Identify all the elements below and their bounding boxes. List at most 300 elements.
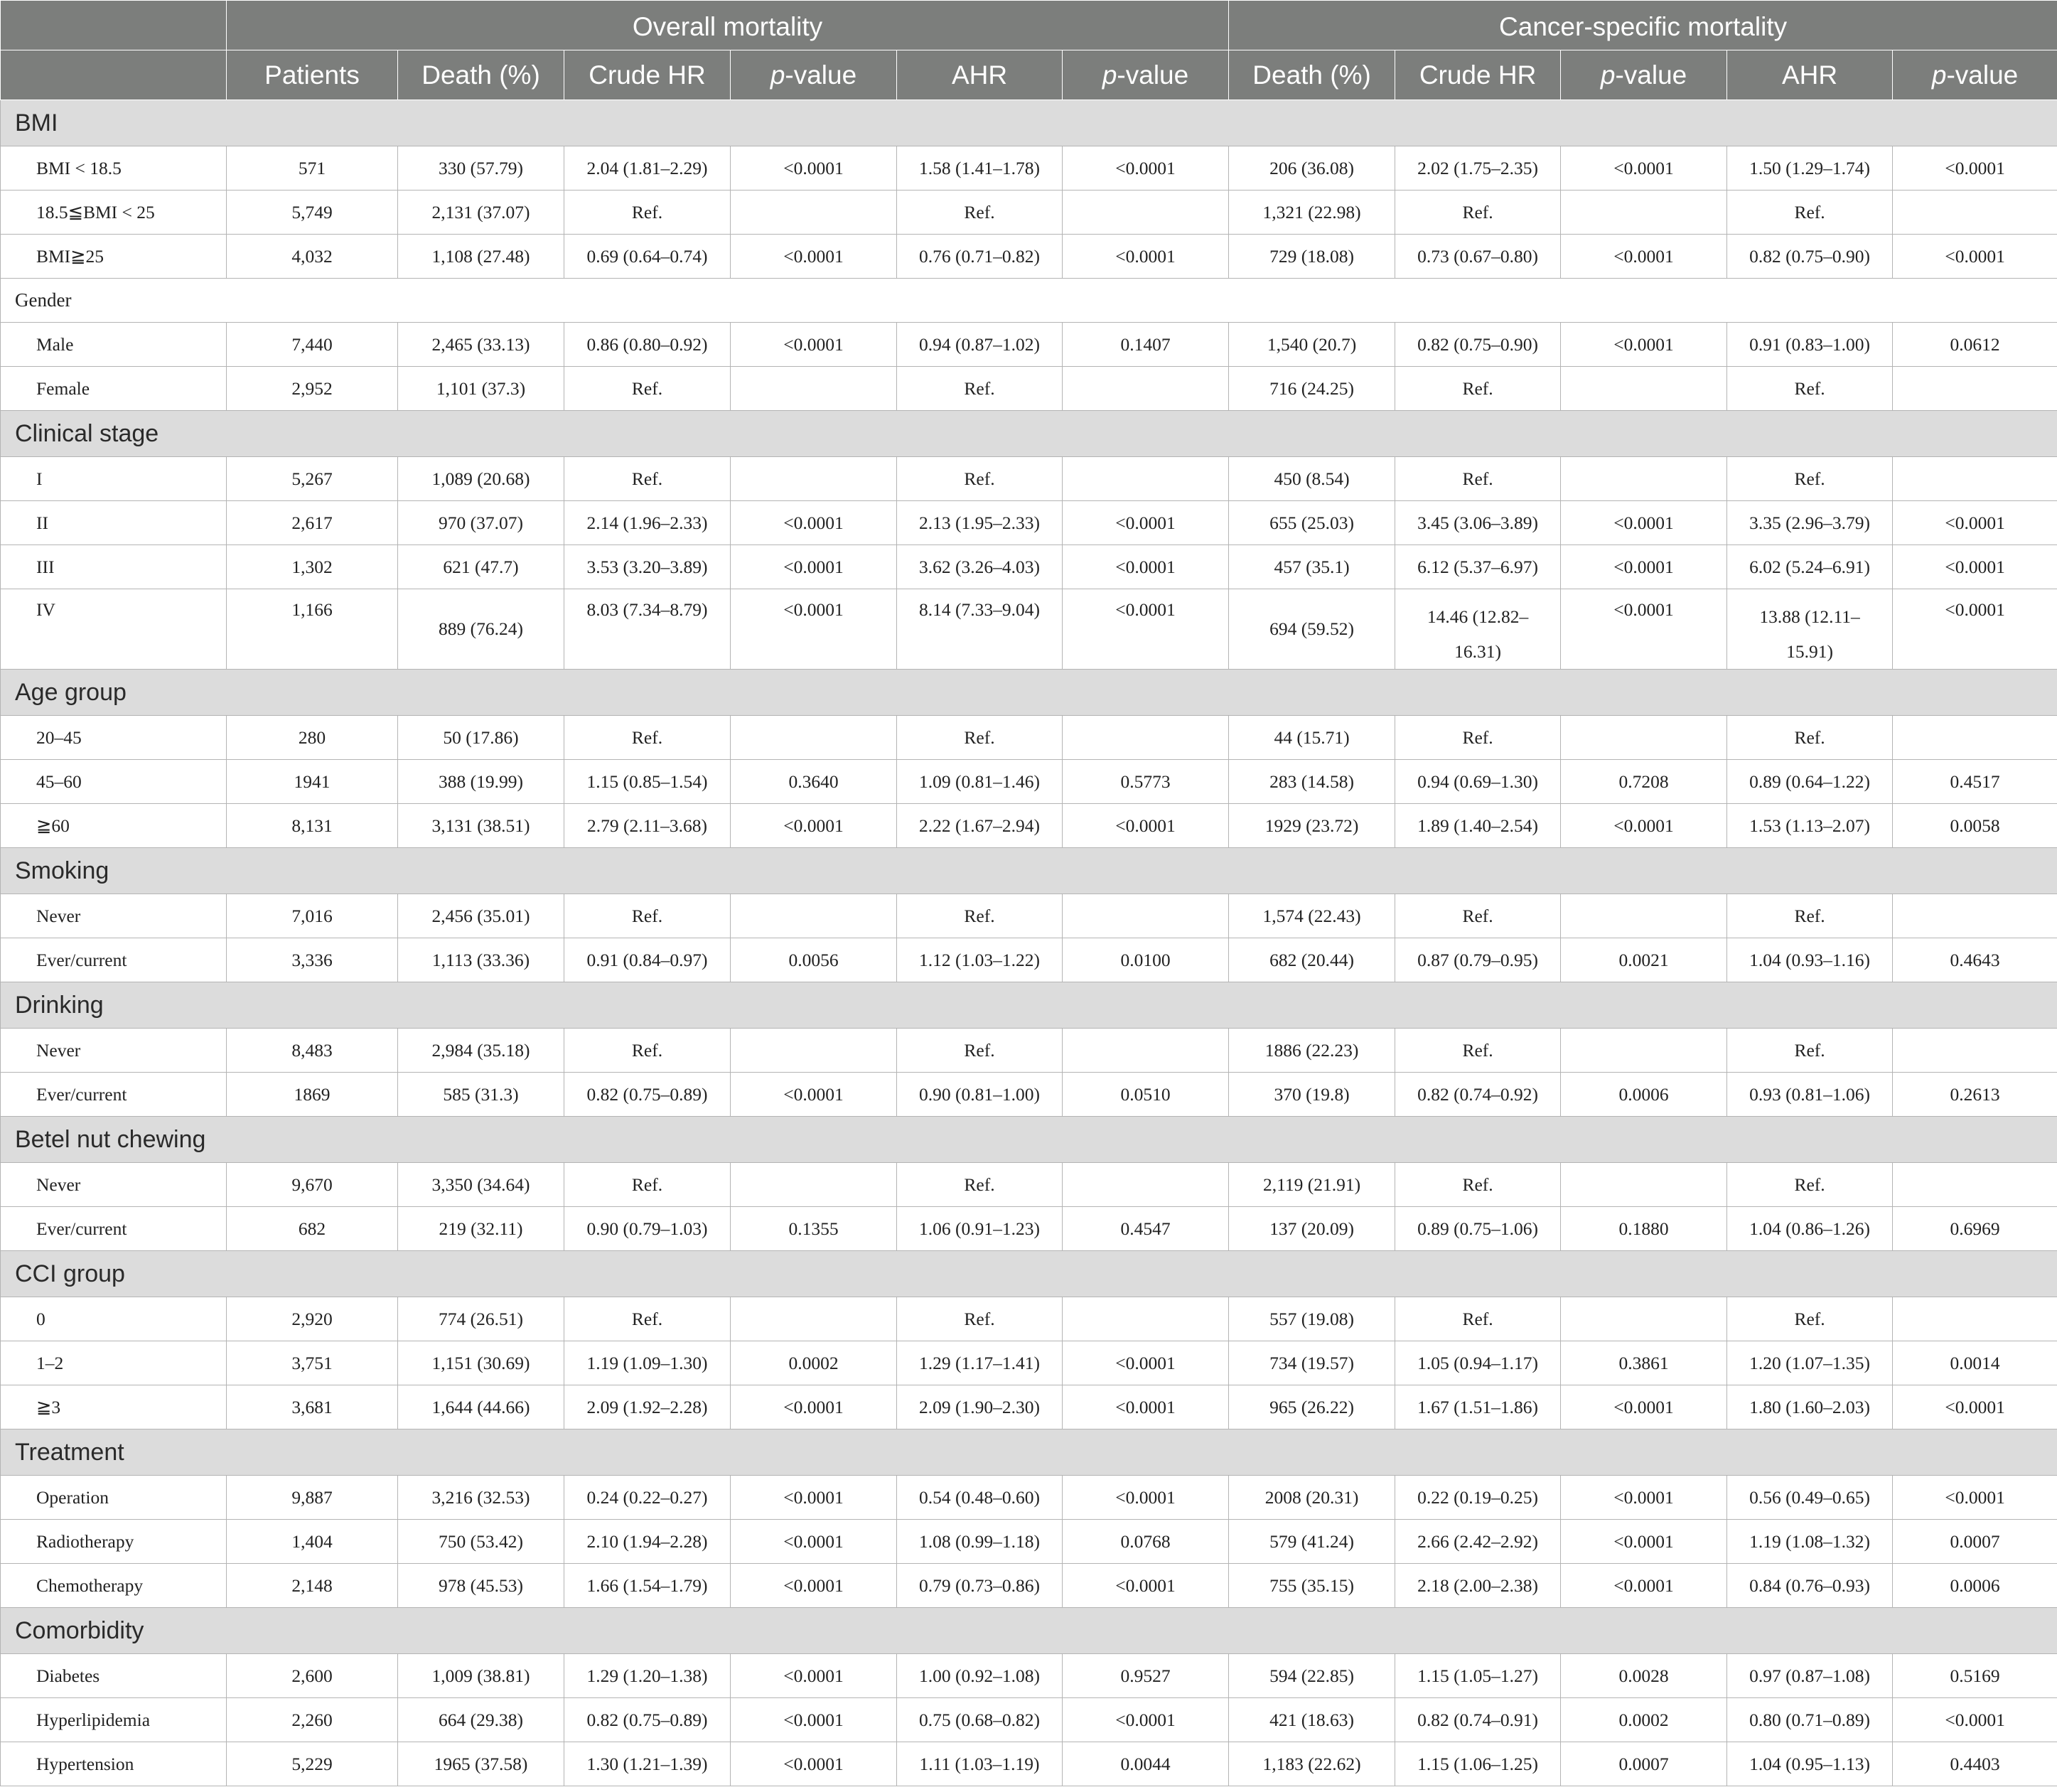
table-cell: <0.0001 xyxy=(1063,804,1229,848)
table-cell: 0.0006 xyxy=(1893,1564,2057,1608)
table-cell: 2,465 (33.13) xyxy=(398,323,564,367)
table-cell: 5,267 xyxy=(227,457,398,501)
table-cell: 7,440 xyxy=(227,323,398,367)
table-cell: 0.82 (0.75–0.89) xyxy=(564,1073,731,1117)
table-cell: <0.0001 xyxy=(1561,1520,1727,1564)
table-cell: 3.45 (3.06–3.89) xyxy=(1395,501,1561,545)
table-cell: 1,089 (20.68) xyxy=(398,457,564,501)
column-header: Patients xyxy=(227,50,398,100)
table-cell: 0.94 (0.69–1.30) xyxy=(1395,760,1561,804)
table-cell: <0.0001 xyxy=(1063,1476,1229,1520)
table-cell: Ref. xyxy=(564,191,731,235)
table-cell: <0.0001 xyxy=(1561,804,1727,848)
row-label: II xyxy=(1,501,227,545)
row-label: Diabetes xyxy=(1,1654,227,1698)
table-cell: 3,336 xyxy=(227,938,398,982)
table-cell: 8,131 xyxy=(227,804,398,848)
table-cell: Ref. xyxy=(1395,1163,1561,1207)
row-label: III xyxy=(1,545,227,589)
table-cell xyxy=(731,1297,897,1341)
table-cell: 2008 (20.31) xyxy=(1229,1476,1395,1520)
table-cell xyxy=(731,457,897,501)
table-cell: Ref. xyxy=(564,716,731,760)
table-row xyxy=(1,894,2057,938)
table-cell: 2,131 (37.07) xyxy=(398,191,564,235)
table-cell: 1,113 (33.36) xyxy=(398,938,564,982)
table-cell: 0.82 (0.74–0.91) xyxy=(1395,1698,1561,1742)
table-cell: 7,016 xyxy=(227,894,398,938)
table-cell: 2,119 (21.91) xyxy=(1229,1163,1395,1207)
column-header-p-value xyxy=(1893,50,2057,100)
table-cell: 1.00 (0.92–1.08) xyxy=(897,1654,1063,1698)
table-cell: <0.0001 xyxy=(1893,501,2057,545)
section-title: BMI xyxy=(1,100,2057,146)
table-cell: 0.0002 xyxy=(731,1341,897,1385)
table-cell xyxy=(1063,1163,1229,1207)
table-cell: 457 (35.1) xyxy=(1229,545,1395,589)
table-cell: Ref. xyxy=(897,457,1063,501)
table-cell: 1.19 (1.08–1.32) xyxy=(1727,1520,1893,1564)
table-row xyxy=(1,1654,2057,1698)
row-label: 45–60 xyxy=(1,760,227,804)
table-cell: 2.66 (2.42–2.92) xyxy=(1395,1520,1561,1564)
table-cell: <0.0001 xyxy=(1893,1476,2057,1520)
column-header: AHR xyxy=(1727,50,1893,100)
table-cell: <0.0001 xyxy=(731,1476,897,1520)
section-title: Smoking xyxy=(1,848,2057,894)
table-cell: 2.09 (1.90–2.30) xyxy=(897,1385,1063,1429)
table-cell: 1,183 (22.62) xyxy=(1229,1742,1395,1786)
header-row-groups xyxy=(1,1,2057,50)
row-label: Ever/current xyxy=(1,938,227,982)
table-cell: 0.86 (0.80–0.92) xyxy=(564,323,731,367)
row-label: Never xyxy=(1,894,227,938)
table-cell xyxy=(1063,716,1229,760)
table-cell xyxy=(1893,367,2057,411)
table-row xyxy=(1,1073,2057,1117)
table-cell: 0.0612 xyxy=(1893,323,2057,367)
row-label: ≧60 xyxy=(1,804,227,848)
table-cell: 1.19 (1.09–1.30) xyxy=(564,1341,731,1385)
header-overall-mortality: Overall mortality xyxy=(227,1,1229,50)
table-cell xyxy=(1561,1163,1727,1207)
table-cell: 1886 (22.23) xyxy=(1229,1029,1395,1073)
table-cell: 1.29 (1.20–1.38) xyxy=(564,1654,731,1698)
table-cell: 0.4547 xyxy=(1063,1207,1229,1251)
table-cell: 0.0007 xyxy=(1893,1520,2057,1564)
column-header-p-value xyxy=(731,50,897,100)
table-cell: 1929 (23.72) xyxy=(1229,804,1395,848)
table-cell: 0.94 (0.87–1.02) xyxy=(897,323,1063,367)
table-cell: 0.82 (0.74–0.92) xyxy=(1395,1073,1561,1117)
table-cell: 1869 xyxy=(227,1073,398,1117)
table-cell: Ref. xyxy=(1395,1297,1561,1341)
table-cell: 0.82 (0.75–0.89) xyxy=(564,1698,731,1742)
header-empty-cell xyxy=(1,1,227,50)
table-cell: <0.0001 xyxy=(1063,545,1229,589)
table-cell: 664 (29.38) xyxy=(398,1698,564,1742)
row-label: BMI < 18.5 xyxy=(1,146,227,191)
table-cell: 1,574 (22.43) xyxy=(1229,894,1395,938)
row-label: Hyperlipidemia xyxy=(1,1698,227,1742)
table-cell: 0.89 (0.64–1.22) xyxy=(1727,760,1893,804)
table-cell: 682 (20.44) xyxy=(1229,938,1395,982)
section-title: CCI group xyxy=(1,1251,2057,1297)
table-cell: Ref. xyxy=(1727,367,1893,411)
table-cell: 978 (45.53) xyxy=(398,1564,564,1608)
table-cell xyxy=(1561,191,1727,235)
column-header: Crude HR xyxy=(564,50,731,100)
table-cell xyxy=(1561,894,1727,938)
table-row xyxy=(1,1207,2057,1251)
table-cell: 137 (20.09) xyxy=(1229,1207,1395,1251)
section-header-row xyxy=(1,1429,2057,1476)
table-cell: 0.5773 xyxy=(1063,760,1229,804)
table-cell: 594 (22.85) xyxy=(1229,1654,1395,1698)
value-suffix: -value xyxy=(785,60,857,90)
table-cell: 1,166 xyxy=(227,589,398,670)
p-letter: p xyxy=(1931,60,1947,90)
table-cell: 8,483 xyxy=(227,1029,398,1073)
table-cell: Ref. xyxy=(564,457,731,501)
section-header-row xyxy=(1,1117,2057,1163)
table-cell: 2,984 (35.18) xyxy=(398,1029,564,1073)
table-cell: 755 (35.15) xyxy=(1229,1564,1395,1608)
table-cell xyxy=(731,1029,897,1073)
table-cell: <0.0001 xyxy=(731,804,897,848)
table-cell: Ref. xyxy=(897,1297,1063,1341)
table-cell xyxy=(1561,716,1727,760)
table-cell: Ref. xyxy=(1395,894,1561,938)
table-cell xyxy=(1063,191,1229,235)
section-header-row xyxy=(1,279,2057,323)
table-cell: 3,216 (32.53) xyxy=(398,1476,564,1520)
table-cell xyxy=(1893,1029,2057,1073)
table-cell: 585 (31.3) xyxy=(398,1073,564,1117)
row-label: I xyxy=(1,457,227,501)
table-cell: <0.0001 xyxy=(731,1742,897,1786)
column-header: Death (%) xyxy=(1229,50,1395,100)
table-cell: Ref. xyxy=(564,1029,731,1073)
table-cell: 1.12 (1.03–1.22) xyxy=(897,938,1063,982)
table-cell: <0.0001 xyxy=(731,1698,897,1742)
table-cell xyxy=(1893,716,2057,760)
table-cell: 1.04 (0.86–1.26) xyxy=(1727,1207,1893,1251)
table-cell: 0.89 (0.75–1.06) xyxy=(1395,1207,1561,1251)
p-letter: p xyxy=(1102,60,1117,90)
table-cell: <0.0001 xyxy=(1893,1698,2057,1742)
table-cell: Ref. xyxy=(1727,457,1893,501)
table-cell: 557 (19.08) xyxy=(1229,1297,1395,1341)
table-cell: <0.0001 xyxy=(731,545,897,589)
table-cell: 0.0058 xyxy=(1893,804,2057,848)
table-cell: <0.0001 xyxy=(1561,1385,1727,1429)
table-cell: 6.02 (5.24–6.91) xyxy=(1727,545,1893,589)
table-cell: 283 (14.58) xyxy=(1229,760,1395,804)
table-cell: 655 (25.03) xyxy=(1229,501,1395,545)
table-cell: 0.82 (0.75–0.90) xyxy=(1727,235,1893,279)
table-cell: 0.3861 xyxy=(1561,1341,1727,1385)
header-empty-cell xyxy=(1,50,227,100)
table-cell: Ref. xyxy=(564,1297,731,1341)
table-cell: 421 (18.63) xyxy=(1229,1698,1395,1742)
table-row xyxy=(1,1520,2057,1564)
table-cell xyxy=(1893,1297,2057,1341)
table-cell: 2.14 (1.96–2.33) xyxy=(564,501,731,545)
table-cell: <0.0001 xyxy=(1063,146,1229,191)
table-cell: <0.0001 xyxy=(1893,589,2057,670)
table-cell: 0.69 (0.64–0.74) xyxy=(564,235,731,279)
table-row xyxy=(1,1163,2057,1207)
table-cell: 0.0014 xyxy=(1893,1341,2057,1385)
table-cell: 0.1407 xyxy=(1063,323,1229,367)
table-cell: 14.46 (12.82–16.31) xyxy=(1395,589,1561,670)
table-cell: 0.24 (0.22–0.27) xyxy=(564,1476,731,1520)
table-cell: 3.35 (2.96–3.79) xyxy=(1727,501,1893,545)
table-cell: 2.13 (1.95–2.33) xyxy=(897,501,1063,545)
value-suffix: -value xyxy=(1117,60,1189,90)
table-row xyxy=(1,235,2057,279)
table-cell: <0.0001 xyxy=(1063,235,1229,279)
table-cell: 889 (76.24) xyxy=(398,589,564,670)
row-label: 20–45 xyxy=(1,716,227,760)
section-header-row xyxy=(1,848,2057,894)
table-cell: 0.0002 xyxy=(1561,1698,1727,1742)
table-cell: Ref. xyxy=(1395,191,1561,235)
table-cell: 1965 (37.58) xyxy=(398,1742,564,1786)
table-cell: 965 (26.22) xyxy=(1229,1385,1395,1429)
table-cell: 750 (53.42) xyxy=(398,1520,564,1564)
table-cell: 5,749 xyxy=(227,191,398,235)
table-cell: 219 (32.11) xyxy=(398,1207,564,1251)
table-cell: 1.20 (1.07–1.35) xyxy=(1727,1341,1893,1385)
table-cell: 2.22 (1.67–2.94) xyxy=(897,804,1063,848)
column-header: Death (%) xyxy=(398,50,564,100)
table-cell: 1.04 (0.95–1.13) xyxy=(1727,1742,1893,1786)
table-cell: Ref. xyxy=(897,191,1063,235)
table-cell xyxy=(1063,1297,1229,1341)
table-cell: 2,952 xyxy=(227,367,398,411)
table-cell: 5,229 xyxy=(227,1742,398,1786)
table-cell: 3.53 (3.20–3.89) xyxy=(564,545,731,589)
table-cell: <0.0001 xyxy=(1063,1564,1229,1608)
table-cell: 1.58 (1.41–1.78) xyxy=(897,146,1063,191)
row-label: Hypertension xyxy=(1,1742,227,1786)
column-header: Crude HR xyxy=(1395,50,1561,100)
table-row xyxy=(1,1341,2057,1385)
table-cell: 0.87 (0.79–0.95) xyxy=(1395,938,1561,982)
table-cell: 2,920 xyxy=(227,1297,398,1341)
table-row xyxy=(1,191,2057,235)
table-cell: 0.97 (0.87–1.08) xyxy=(1727,1654,1893,1698)
table-cell xyxy=(1893,457,2057,501)
table-row xyxy=(1,938,2057,982)
table-cell: Ref. xyxy=(564,1163,731,1207)
table-cell: <0.0001 xyxy=(731,1073,897,1117)
table-cell: 1941 xyxy=(227,760,398,804)
row-label: Ever/current xyxy=(1,1073,227,1117)
table-cell: 1.11 (1.03–1.19) xyxy=(897,1742,1063,1786)
table-cell: 0.4403 xyxy=(1893,1742,2057,1786)
table-cell: 1.15 (0.85–1.54) xyxy=(564,760,731,804)
table-cell: 3,131 (38.51) xyxy=(398,804,564,848)
table-cell: 2,600 xyxy=(227,1654,398,1698)
table-row xyxy=(1,1029,2057,1073)
table-cell: <0.0001 xyxy=(1561,545,1727,589)
table-row xyxy=(1,1476,2057,1520)
table-cell: 0.82 (0.75–0.90) xyxy=(1395,323,1561,367)
table-cell: 0.54 (0.48–0.60) xyxy=(897,1476,1063,1520)
table-cell: 1,151 (30.69) xyxy=(398,1341,564,1385)
table-cell: <0.0001 xyxy=(1561,235,1727,279)
section-header-row xyxy=(1,100,2057,146)
table-cell: 9,887 xyxy=(227,1476,398,1520)
table-cell: Ref. xyxy=(1395,367,1561,411)
table-cell: 0.0768 xyxy=(1063,1520,1229,1564)
row-label: BMI≧25 xyxy=(1,235,227,279)
table-cell: 0.91 (0.84–0.97) xyxy=(564,938,731,982)
table-cell: 0.5169 xyxy=(1893,1654,2057,1698)
column-header-p-value xyxy=(1063,50,1229,100)
table-cell xyxy=(1893,894,2057,938)
table-cell: 1.30 (1.21–1.39) xyxy=(564,1742,731,1786)
table-cell xyxy=(731,1163,897,1207)
table-cell xyxy=(731,716,897,760)
section-title: Gender xyxy=(1,279,2057,323)
table-cell: <0.0001 xyxy=(1893,545,2057,589)
table-cell: 0.0021 xyxy=(1561,938,1727,982)
table-cell: 3,681 xyxy=(227,1385,398,1429)
table-cell: 8.03 (7.34–8.79) xyxy=(564,589,731,670)
table-cell: 370 (19.8) xyxy=(1229,1073,1395,1117)
section-title: Drinking xyxy=(1,982,2057,1029)
table-row xyxy=(1,323,2057,367)
table-cell: 50 (17.86) xyxy=(398,716,564,760)
table-cell: 0.0044 xyxy=(1063,1742,1229,1786)
table-cell: 2,617 xyxy=(227,501,398,545)
table-cell: Ref. xyxy=(1727,191,1893,235)
table-cell: 13.88 (12.11–15.91) xyxy=(1727,589,1893,670)
table-cell: 0.7208 xyxy=(1561,760,1727,804)
table-cell: <0.0001 xyxy=(731,323,897,367)
table-cell xyxy=(1561,367,1727,411)
table-cell: 1.08 (0.99–1.18) xyxy=(897,1520,1063,1564)
section-title: Comorbidity xyxy=(1,1608,2057,1654)
table-cell xyxy=(1561,457,1727,501)
table-row xyxy=(1,501,2057,545)
table-cell: 0.4643 xyxy=(1893,938,2057,982)
table-cell: 2,456 (35.01) xyxy=(398,894,564,938)
table-cell: <0.0001 xyxy=(731,1385,897,1429)
table-cell: 8.14 (7.33–9.04) xyxy=(897,589,1063,670)
table-cell: 1.66 (1.54–1.79) xyxy=(564,1564,731,1608)
table-cell: 1.06 (0.91–1.23) xyxy=(897,1207,1063,1251)
table-cell: <0.0001 xyxy=(1063,501,1229,545)
table-row xyxy=(1,760,2057,804)
section-title: Age group xyxy=(1,670,2057,716)
table-cell: 0.79 (0.73–0.86) xyxy=(897,1564,1063,1608)
table-cell xyxy=(1063,367,1229,411)
table-cell: <0.0001 xyxy=(1561,323,1727,367)
table-cell: Ref. xyxy=(897,1163,1063,1207)
section-header-row xyxy=(1,982,2057,1029)
table-cell: <0.0001 xyxy=(1063,1385,1229,1429)
table-cell: 1.80 (1.60–2.03) xyxy=(1727,1385,1893,1429)
table-cell: <0.0001 xyxy=(1063,589,1229,670)
value-suffix: -value xyxy=(1615,60,1687,90)
table-cell: 206 (36.08) xyxy=(1229,146,1395,191)
table-cell: 1.15 (1.06–1.25) xyxy=(1395,1742,1561,1786)
table-cell: <0.0001 xyxy=(1561,146,1727,191)
table-cell: 0.0056 xyxy=(731,938,897,982)
table-cell: 2,148 xyxy=(227,1564,398,1608)
section-title: Betel nut chewing xyxy=(1,1117,2057,1163)
table-cell: 3,350 (34.64) xyxy=(398,1163,564,1207)
table-cell xyxy=(731,367,897,411)
table-row xyxy=(1,1385,2057,1429)
table-cell: 0.9527 xyxy=(1063,1654,1229,1698)
table-cell: 1,404 xyxy=(227,1520,398,1564)
table-cell: Ref. xyxy=(1395,716,1561,760)
table-row xyxy=(1,367,2057,411)
table-cell: <0.0001 xyxy=(1893,235,2057,279)
table-cell: 0.73 (0.67–0.80) xyxy=(1395,235,1561,279)
table-row xyxy=(1,1742,2057,1786)
table-cell: Ref. xyxy=(1395,457,1561,501)
table-cell: Ref. xyxy=(1395,1029,1561,1073)
row-label: Male xyxy=(1,323,227,367)
table-cell: 1.15 (1.05–1.27) xyxy=(1395,1654,1561,1698)
table-cell: <0.0001 xyxy=(1893,146,2057,191)
table-cell: 2.10 (1.94–2.28) xyxy=(564,1520,731,1564)
table-cell: Ref. xyxy=(1727,894,1893,938)
column-header-p-value xyxy=(1561,50,1727,100)
table-cell xyxy=(1893,1163,2057,1207)
table-cell xyxy=(731,191,897,235)
section-header-row xyxy=(1,411,2057,457)
table-row xyxy=(1,716,2057,760)
table-cell: 0.80 (0.71–0.89) xyxy=(1727,1698,1893,1742)
table-cell: 4,032 xyxy=(227,235,398,279)
table-cell: <0.0001 xyxy=(731,146,897,191)
table-cell: 0.6969 xyxy=(1893,1207,2057,1251)
table-cell: 0.91 (0.83–1.00) xyxy=(1727,323,1893,367)
table-cell: <0.0001 xyxy=(731,589,897,670)
section-header-row xyxy=(1,1251,2057,1297)
table-cell: <0.0001 xyxy=(731,1520,897,1564)
table-cell: 1.50 (1.29–1.74) xyxy=(1727,146,1893,191)
table-cell: 1.29 (1.17–1.41) xyxy=(897,1341,1063,1385)
section-title: Treatment xyxy=(1,1429,2057,1476)
table-cell: 716 (24.25) xyxy=(1229,367,1395,411)
table-cell: 1,101 (37.3) xyxy=(398,367,564,411)
table-cell: 2.09 (1.92–2.28) xyxy=(564,1385,731,1429)
table-cell: 1.89 (1.40–2.54) xyxy=(1395,804,1561,848)
table-cell: 0.0006 xyxy=(1561,1073,1727,1117)
table-cell xyxy=(1063,457,1229,501)
table-cell: 9,670 xyxy=(227,1163,398,1207)
table-cell: 970 (37.07) xyxy=(398,501,564,545)
table-cell: <0.0001 xyxy=(1893,1385,2057,1429)
table-cell: 1,108 (27.48) xyxy=(398,235,564,279)
table-cell: 2.18 (2.00–2.38) xyxy=(1395,1564,1561,1608)
table-cell: 1,321 (22.98) xyxy=(1229,191,1395,235)
value-suffix: -value xyxy=(1946,60,2019,90)
table-cell: 682 xyxy=(227,1207,398,1251)
header-cancer-specific-mortality: Cancer-specific mortality xyxy=(1229,1,2057,50)
table-cell: 734 (19.57) xyxy=(1229,1341,1395,1385)
table-cell xyxy=(731,894,897,938)
